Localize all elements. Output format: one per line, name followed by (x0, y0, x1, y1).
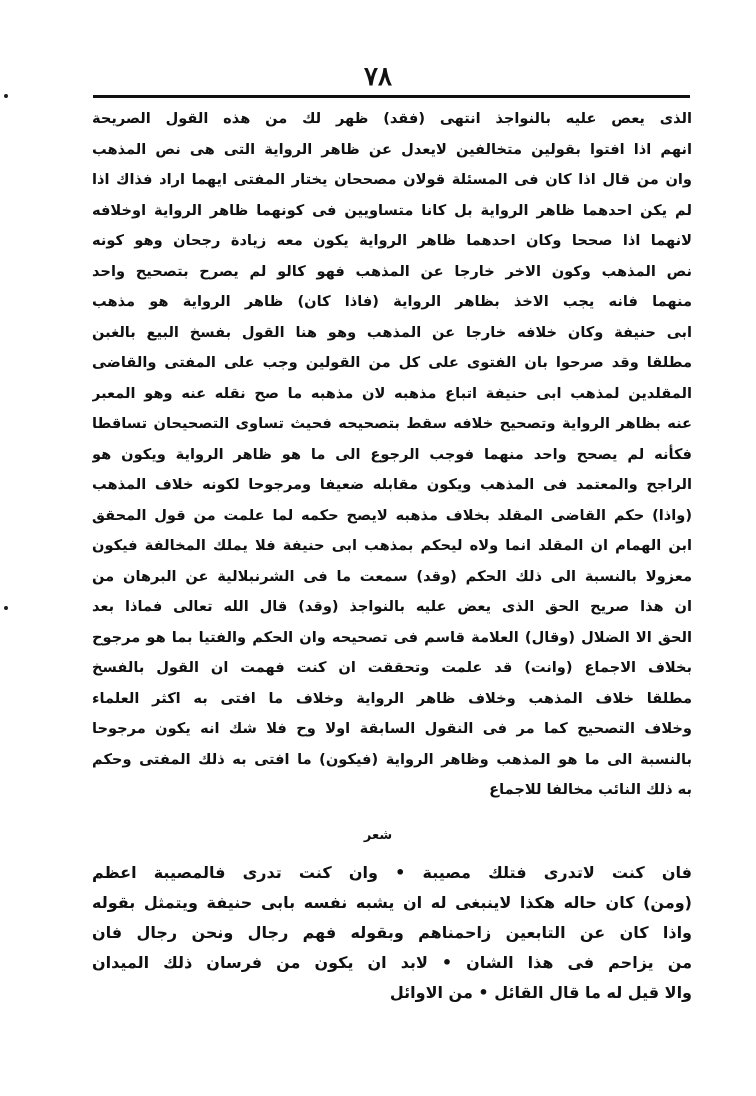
page-number: ٧٨ (364, 62, 392, 92)
text-line: فكأنه لم يصحح واحد منهما فوجب الرجوع الى ما هو ظاهر الرواية ويكون هو (92, 445, 692, 463)
text-line: مطلقا وقد صرحوا بان الفتوى على كل من القولين وجب على المفتى والقاضى (92, 354, 692, 371)
margin-mark (4, 606, 8, 610)
text-line: وان من قال اذا كان فى المسئلة قولان مصححان يختار المفتى ايهما اراد فذاك اذا (92, 171, 692, 188)
text-line: عنه بظاهر الرواية وتصحيح خلافه سقط بتصحيحه فحيث تساوى التصحيحان تساقطا (92, 415, 692, 432)
text-line: مطلقا خلاف المذهب وخلاف ظاهر الرواية وخلاف ما افتى به اكثر العلماء (92, 689, 692, 707)
margin-mark (4, 94, 8, 98)
text-line: وخلاف التصحيح كما مر فى النقول السابقة اولا وح فلا شك انه يكون مرجوحا (92, 720, 692, 737)
text-line: نص المذهب وكون الاخر خارجا عن المذهب فهو كالو لم يصرح بتصحيح واحد (92, 262, 692, 280)
text-line: الذى يعص عليه بالنواجذ انتهى (فقد) ظهر لك من هذه القول الصريحة (92, 110, 692, 127)
text-line: (واذا) حكم القاضى المقلد بخلاف مذهبه لايصح حكمه لما علمت من قول المحقق (92, 506, 692, 524)
text-line: الحق الا الضلال (وقال) العلامة قاسم فى تصحيحه وان الحكم والفتيا بما هو مرجوح (92, 628, 692, 646)
text-line: ابن الهمام ان المقلد انما ولاه ليحكم بمذهب ابى حنيفة فلا يملك المخالفة فيكون (92, 537, 692, 554)
text-line: بخلاف الاجماع (وانت) قد علمت وتحققت ان كنت فهمت ان القول بالفسخ (92, 659, 692, 676)
poem-text-line-last: والا قيل له ما قال القائل • من الاوائل (389, 983, 692, 1002)
poem-text-line: (ومن) كان حاله هكذا لاينبغى له ان يشبه نفسه بابى حنيفة ويتمثل بقوله (92, 893, 692, 912)
header-rule (93, 95, 690, 98)
text-line: منهما فانه يجب الاخذ بظاهر الرواية (فاذا كان) ظاهر الرواية هو مذهب (92, 293, 692, 310)
text-line: معزولا بالنسبة الى ذلك الحكم (وقد) سمعت ما فى الشرنبلالية عن البرهان من (92, 567, 692, 585)
text-line: انهم اذا افتوا بقولين متخالفين لايعدل عن ظاهر الرواية التى هى نص المذهب (92, 140, 692, 158)
text-line: لانهما اذا صححا وكان احدهما ظاهر الرواية يكون معه زيادة رجحان وهو كونه (92, 232, 692, 249)
text-line: الراجح والمعتمد فى المذهب ويكون مقابله ضعيفا ومرجوحا لكونه خلاف المذهب (92, 476, 692, 493)
text-line: لم يكن احدهما ظاهر الرواية بل كانا متساويين فى كونهما ظاهر الرواية اوخلافه (92, 201, 692, 219)
text-line-last: به ذلك النائب مخالفا للاجماع (489, 781, 692, 798)
poem-heading: شعر (363, 828, 393, 843)
text-line: ابى حنيفة وكان خلافه خارجا عن المذهب وهو هنا القول بفسخ البيع بالغبن (92, 323, 692, 341)
poem-text-line: من يزاحم فى هذا الشان • لابد ان يكون من فرسان ذلك الميدان (92, 953, 692, 972)
poem-text-line: واذا كان عن التابعين زاحمناهم وبقوله فهم رجال ونحن رجال فان (92, 923, 692, 942)
poem-verse: فان كنت لاتدرى فتلك مصيبة • وان كنت تدرى فالمصيبة اعظم (92, 863, 692, 882)
poem-section (92, 858, 692, 1008)
text-line: بالنسبة الى ما هو المذهب وظاهر الرواية (فيكون) ما افتى به ذلك المفتى وحكم (92, 750, 692, 768)
text-line: ان هذا صريح الحق الذى يعض عليه بالنواجذ (وقد) قال الله تعالى فماذا بعد (92, 598, 692, 615)
main-text (92, 104, 692, 806)
text-line: المقلدين لمذهب ابى حنيفة اتباع مذهبه لان مذهبه ما صح نقله عنه وهو المعبر (92, 384, 692, 402)
